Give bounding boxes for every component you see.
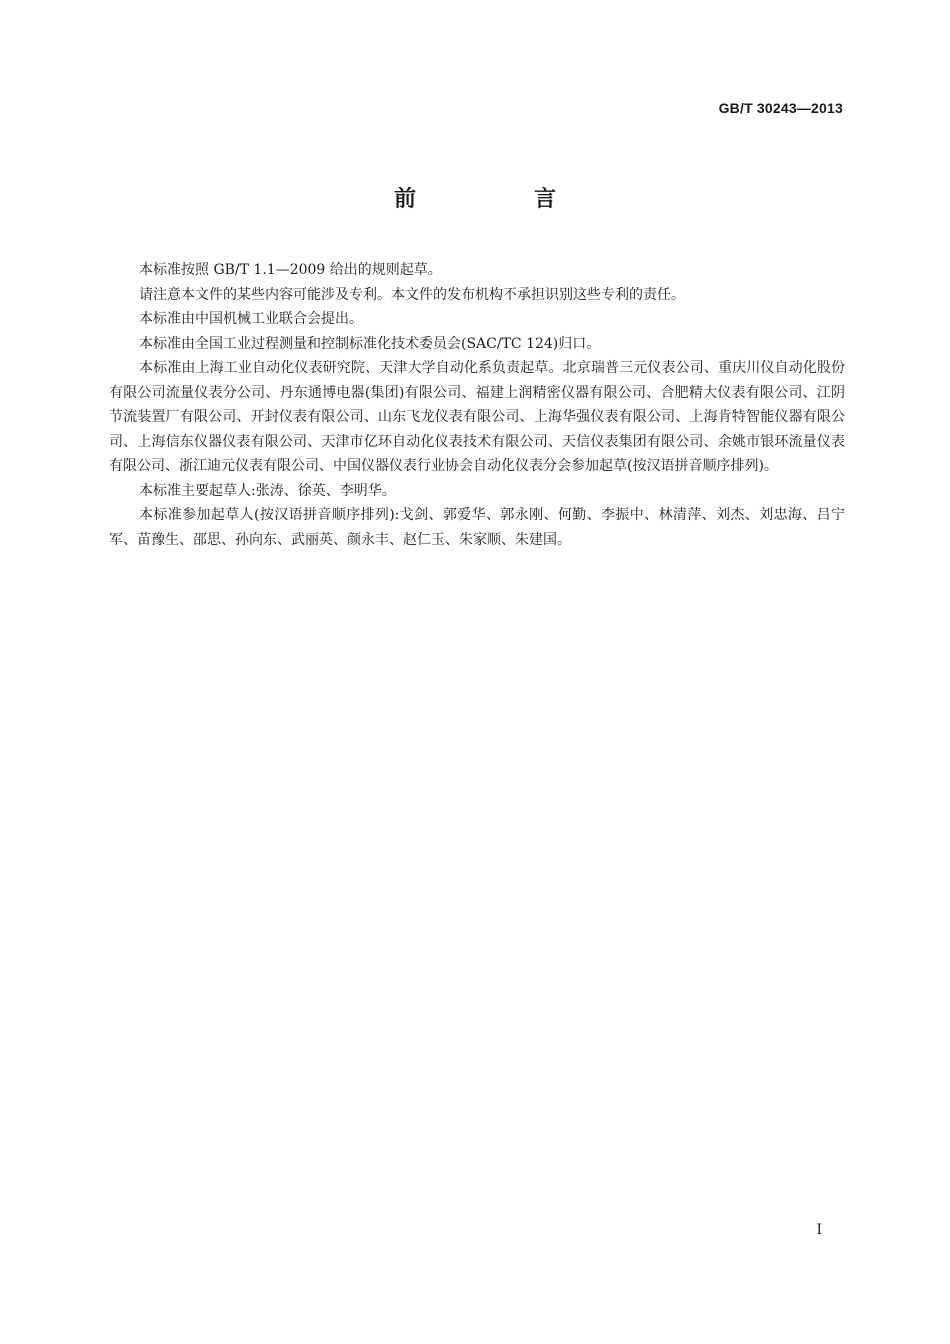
foreword-body — [109, 258, 845, 552]
paragraph-drafting-rules: 本标准按照 GB/T 1.1—2009 给出的规则起草。 — [139, 262, 442, 278]
paragraph-drafting-organizations: 本标准由上海工业自动化仪表研究院、天津大学自动化系负责起草。北京瑞普三元仪表公司、重庆川仪自动化股份有限公司流量仪表分公司、丹东通博电器(集团)有限公司、福建上润精密仪器有限公司、合肥精大仪表有限公司、江阴节流装置厂有限公司、开封仪表有限公司、山东飞龙仪表有限公司、上海华强仪表有限公司、上海肯特智能仪器有限公司、上海信东仪器仪表有限公司、天津市亿环自动化仪表技术有限公司、天信仪表集团有限公司、余姚市银环流量仪表有限公司、浙江迪元仪表有限公司、中国仪器仪表行业协会自动化仪表分会参加起草(按汉语拼音顺序排列)。 — [109, 360, 845, 474]
paragraph-proposed-by: 本标准由中国机械工业联合会提出。 — [139, 311, 363, 327]
page-number: I — [816, 1222, 822, 1238]
paragraph-main-drafters: 本标准主要起草人:张涛、徐英、李明华。 — [139, 482, 396, 499]
paragraph-patent-notice: 请注意本文件的某些内容可能涉及专利。本文件的发布机构不承担识别这些专利的责任。 — [139, 286, 685, 303]
standard-code: GB/T 30243—2013 — [718, 100, 843, 116]
paragraph-participating-drafters: 本标准参加起草人(按汉语拼音顺序排列):戈剑、郭爱华、郭永刚、何勤、李振中、林清萍、刘杰、刘忠海、吕宁军、苗豫生、邵思、孙向东、武丽英、颜永丰、赵仁玉、朱家顺、朱建国。 — [109, 507, 845, 548]
paragraph-administered-by: 本标准由全国工业过程测量和控制标准化技术委员会(SAC/TC 124)归口。 — [139, 335, 601, 352]
page-title: 前 言 — [393, 187, 604, 212]
